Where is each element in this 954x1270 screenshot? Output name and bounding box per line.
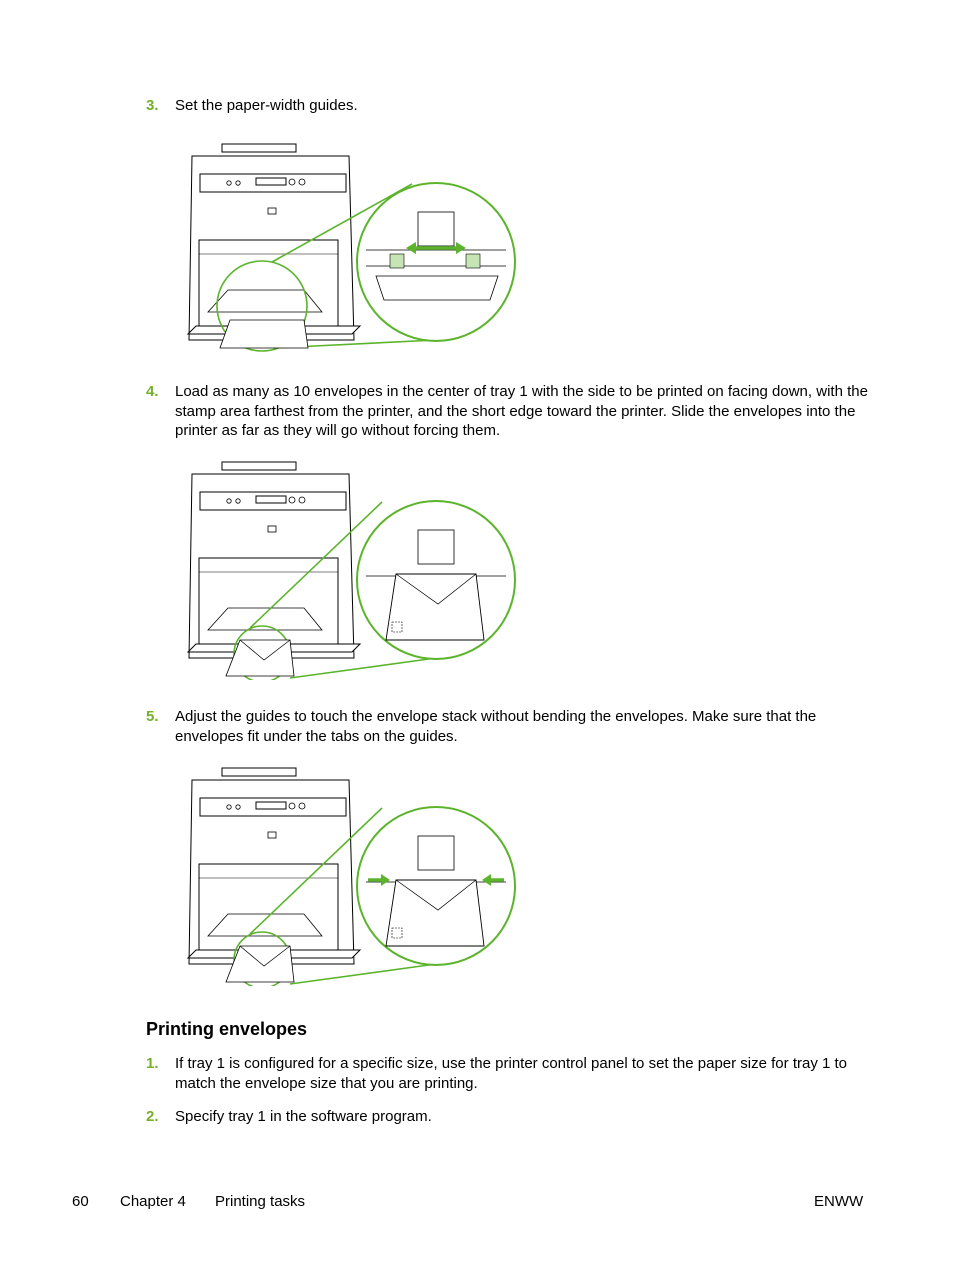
paper-width-guides-illustration (180, 140, 520, 362)
step-text: Set the paper-width guides. (175, 97, 358, 114)
adjust-guides-illustration (180, 764, 520, 986)
footer-chapter: Chapter 4 (120, 1193, 186, 1210)
step-number: 5. (146, 708, 159, 725)
step-number: 4. (146, 383, 159, 400)
step-text: Load as many as 10 envelopes in the center of tray 1 with the side to be printed on facing down, with the stamp area farthest from the printer, and the short edge toward the printer. Slide the envelopes into the printer as far as they will go without forcing them. (175, 383, 868, 439)
load-envelopes-illustration (180, 458, 520, 680)
step-number: 2. (146, 1108, 159, 1125)
step-number: 1. (146, 1055, 159, 1072)
page-number: 60 (72, 1193, 89, 1210)
step-number: 3. (146, 97, 159, 114)
step-text: Specify tray 1 in the software program. (175, 1108, 432, 1125)
footer-doc-code: ENWW (814, 1193, 864, 1210)
step-text: Adjust the guides to touch the envelope stack without bending the envelopes. Make sure that the envelopes fit under the tabs on the guides. (175, 708, 817, 745)
section-heading: Printing envelopes (146, 1019, 308, 1039)
footer-chapter-title: Printing tasks (215, 1193, 306, 1210)
step-text: If tray 1 is configured for a specific size, use the printer control panel to set the paper size for tray 1 to match the envelope size that you are printing. (175, 1055, 848, 1092)
